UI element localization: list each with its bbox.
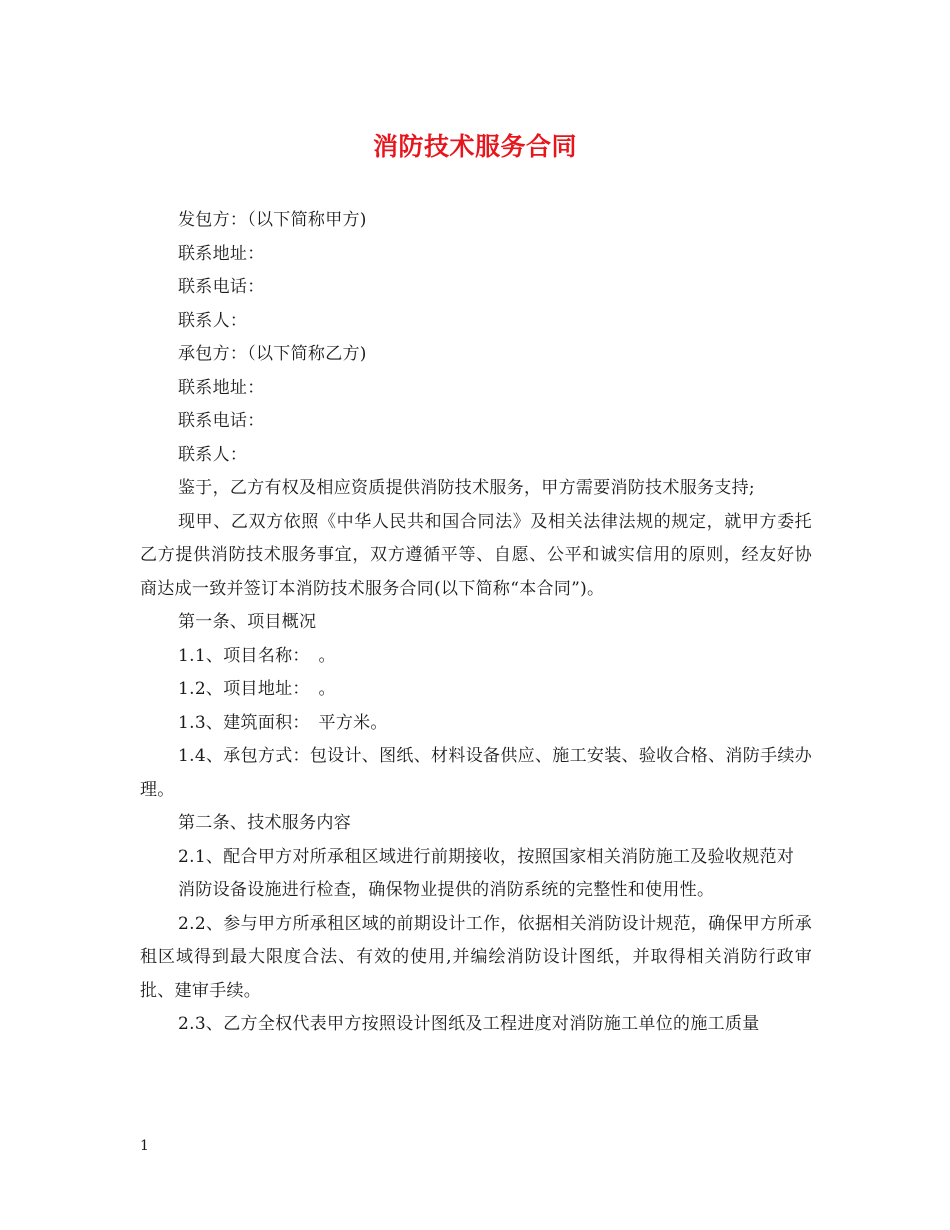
section-heading: 第一条、项目概况: [178, 612, 317, 632]
paragraph: 联系地址：: [178, 377, 265, 398]
paragraph: 1.3、建筑面积： 平方米。: [178, 712, 388, 733]
document-title: 消防技术服务合同: [372, 132, 577, 161]
paragraph: 联系人：: [178, 310, 248, 331]
paragraph: 1.2、项目地址： 。: [178, 679, 336, 699]
paragraph: 联系电话：: [178, 277, 265, 297]
paragraph: 2.1、配合甲方对所承租区域进行前期接收，按照国家相关消防施工及验收规范对: [178, 846, 795, 867]
paragraph: 联系人：: [178, 444, 248, 465]
paragraph: 联系地址：: [178, 243, 265, 264]
paragraph: 发包方：（以下简称甲方): [178, 210, 367, 230]
paragraph: 现甲、乙双方依照《中华人民共和国合同法》及相关法律法规的规定，就甲方委托乙方提供消防技术服务事宜，双方遵循平等、自愿、公平和诚实信用的原则，经友好协商达成一致并签订本消防技术服务合同(以下简称“本合同”)。: [140, 511, 812, 599]
paragraph: 承包方：（以下简称乙方): [178, 344, 367, 364]
document-body: [140, 204, 812, 1042]
paragraph: 1.4、承包方式：包设计、图纸、材料设备供应、施工安装、验收合格、消防手续办理。: [140, 746, 812, 800]
paragraph: 1.1、项目名称： 。: [178, 645, 336, 666]
section-heading: 第二条、技术服务内容: [178, 813, 351, 833]
page-number: 1: [140, 1138, 149, 1154]
paragraph: 消防设备设施进行检查，确保物业提供的消防系统的完整性和使用性。: [178, 880, 715, 900]
paragraph: 联系电话：: [178, 411, 265, 431]
paragraph: 2.3、乙方全权代表甲方按照设计图纸及工程进度对消防施工单位的施工质量: [178, 1014, 760, 1034]
paragraph: 鉴于，乙方有权及相应资质提供消防技术服务，甲方需要消防技术服务支持;: [178, 478, 755, 498]
paragraph: 2.2、参与甲方所承租区域的前期设计工作，依据相关消防设计规范，确保甲方所承租区域得到最大限度合法、有效的使用,并编绘消防设计图纸，并取得相关消防行政审批、建审手续。: [140, 913, 812, 1001]
